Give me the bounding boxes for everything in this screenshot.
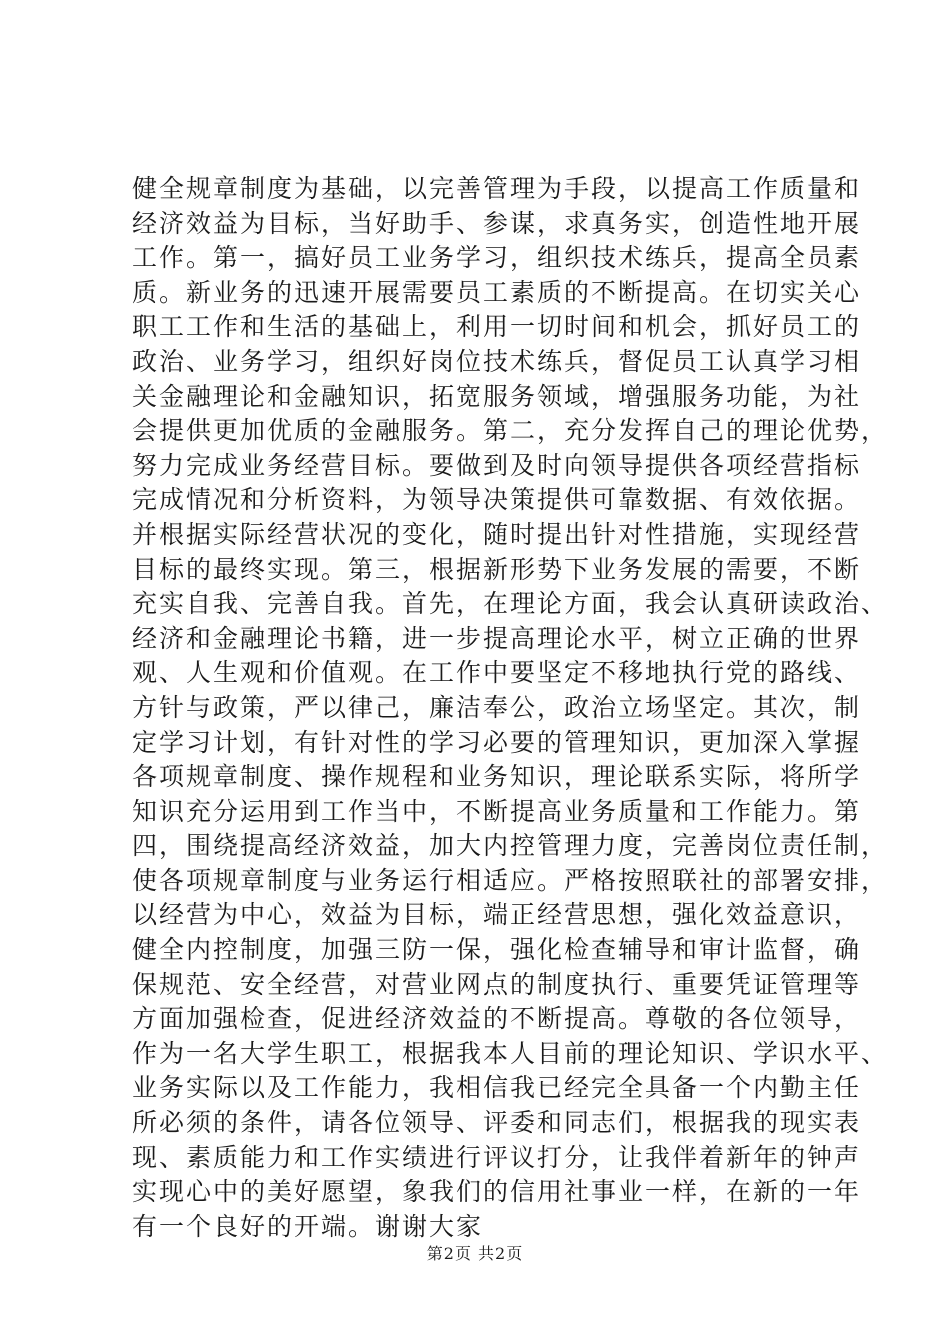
text-line: 方面加强检查，促进经济效益的不断提高。尊敬的各位领导， [132,1004,862,1034]
text-line: 健全规章制度为基础，以完善管理为手段，以提高工作质量和 [132,174,862,203]
text-line: 观、人生观和价值观。在工作中要坚定不移地执行党的路线、 [132,658,862,688]
text-line: 方针与政策，严以律己，廉洁奉公，政治立场坚定。其次，制 [132,692,862,722]
text-line: 各项规章制度、操作规程和业务知识，理论联系实际，将所学 [132,762,862,792]
text-line: 目标的最终实现。第三，根据新形势下业务发展的需要，不断 [132,554,862,584]
text-line: 定学习计划，有针对性的学习必要的管理知识，更加深入掌握 [132,727,862,757]
text-line: 经济效益为目标，当好助手、参谋，求真务实，创造性地开展 [132,208,862,238]
text-line: 工作。第一，搞好员工业务学习，组织技术练兵，提高全员素 [132,243,862,273]
text-line: 知识充分运用到工作当中，不断提高业务质量和工作能力。第 [132,796,862,826]
text-line: 完成情况和分析资料，为领导决策提供可靠数据、有效依据。 [132,485,862,515]
text-line: 保规范、安全经营，对营业网点的制度执行、重要凭证管理等 [132,969,862,999]
text-line: 努力完成业务经营目标。要做到及时向领导提供各项经营指标 [132,450,862,480]
text-line: 政治、业务学习，组织好岗位技术练兵，督促员工认真学习相 [132,346,862,376]
text-line: 现、素质能力和工作实绩进行评议打分，让我伴着新年的钟声 [132,1142,862,1172]
text-line: 并根据实际经营状况的变化，随时提出针对性措施，实现经营 [132,519,862,549]
text-line: 业务实际以及工作能力，我相信我已经完全具备一个内勤主任 [132,1073,862,1103]
text-line: 实现心中的美好愿望，象我们的信用社事业一样，在新的一年 [132,1177,862,1207]
text-line: 作为一名大学生职工，根据我本人目前的理论知识、学识水平、 [132,1038,889,1068]
text-line: 质。新业务的迅速开展需要员工素质的不断提高。在切实关心 [132,277,862,307]
page-number-footer: 第2页 共2页 [426,1244,524,1263]
text-line: 所必须的条件，请各位领导、评委和同志们，根据我的现实表 [132,1108,862,1138]
text-line: 关金融理论和金融知识，拓宽服务领域，增强服务功能，为社 [132,381,862,411]
text-line: 充实自我、完善自我。首先，在理论方面，我会认真研读政治、 [132,589,889,619]
text-line: 职工工作和生活的基础上，利用一切时间和机会，抓好员工的 [132,312,862,342]
text-line: 使各项规章制度与业务运行相适应。严格按照联社的部署安排， [132,865,889,895]
text-line: 四，围绕提高经济效益，加大内控管理力度，完善岗位责任制， [132,831,889,861]
text-line: 有一个良好的开端。谢谢大家 [132,1211,484,1241]
text-line: 会提供更加优质的金融服务。第二，充分发挥自己的理论优势， [132,416,889,446]
text-line: 以经营为中心，效益为目标，端正经营思想，强化效益意识， [132,900,862,930]
body-text [132,172,889,1244]
text-line: 经济和金融理论书籍，进一步提高理论水平，树立正确的世界 [132,623,862,653]
text-line: 健全内控制度，加强三防一保，强化检查辅导和审计监督，确 [132,935,862,965]
